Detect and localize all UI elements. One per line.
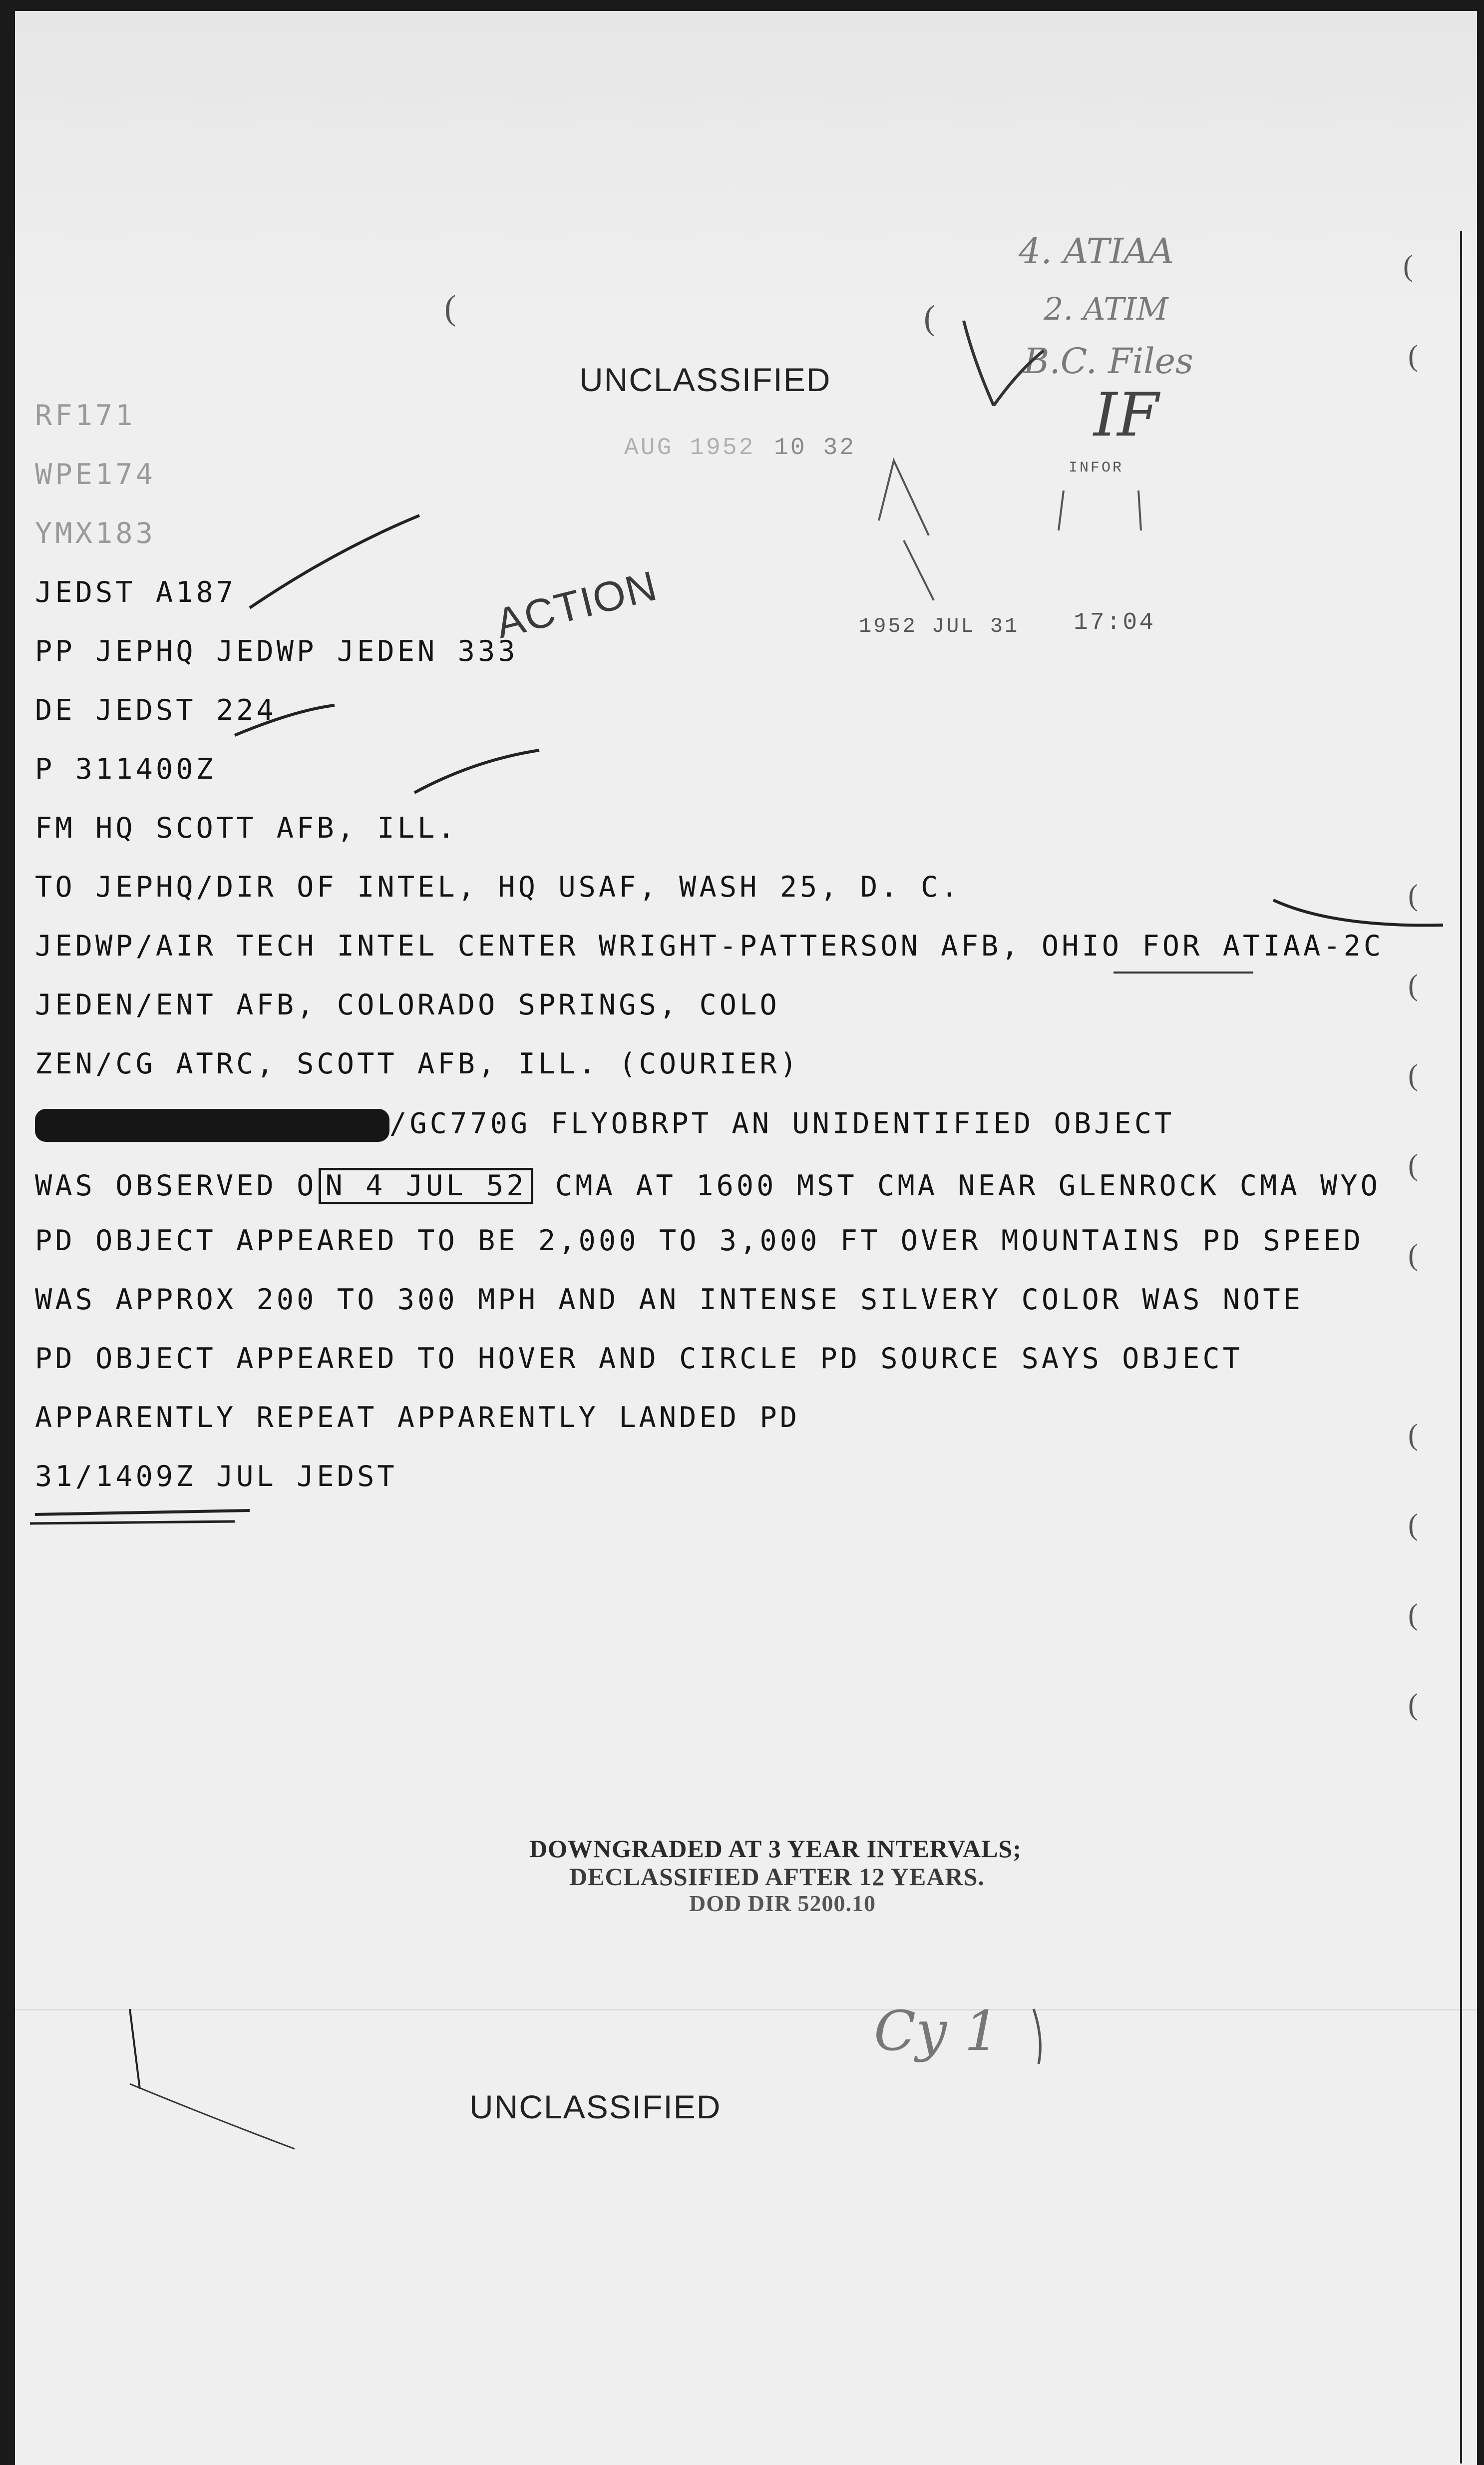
body-line: PD OBJECT APPEARED TO BE 2,000 TO 3,000 FT OVER MOUNTAINS PD SPEED <box>35 1224 1364 1257</box>
body-text: WAS OBSERVED O <box>35 1169 317 1202</box>
message-date-time-group: 31/1409Z JUL JEDST <box>35 1460 397 1493</box>
classification-top: UNCLASSIFIED <box>579 361 831 398</box>
date-stamp: 1952 JUL 31 <box>859 614 1020 638</box>
routing-line: DE JEDST 224 <box>35 694 277 727</box>
routing-line: RF171 <box>35 399 136 432</box>
time-stamp: 17:04 <box>1074 609 1156 636</box>
margin-punch-mark: ( <box>1408 1508 1418 1541</box>
downgrade-line: DOWNGRADED AT 3 YEAR INTERVALS; <box>529 1835 1022 1863</box>
routing-line: WPE174 <box>35 458 156 491</box>
corner-mark: ( <box>924 299 936 337</box>
margin-punch-mark: ( <box>1408 1058 1418 1091</box>
routing-line: YMX183 <box>35 517 156 550</box>
margin-punch-mark: ( <box>1408 1238 1418 1271</box>
handwritten-routing-note: IF <box>1094 381 1159 450</box>
received-stamp-right: 10 32 <box>774 435 856 462</box>
margin-punch-mark: ( <box>1408 1418 1418 1451</box>
body-text: /GC770G FLYOBRPT AN UNIDENTIFIED OBJECT <box>389 1107 1175 1140</box>
action-stamp: ACTION <box>491 561 662 647</box>
handwritten-routing-note: 4. ATIAA <box>1019 231 1174 272</box>
handwritten-routing-note: 2. ATIM <box>1044 291 1168 327</box>
address-line: TO JEPHQ/DIR OF INTEL, HQ USAF, WASH 25, D. C. <box>35 871 961 904</box>
handwritten-copy-number: Cy 1 <box>874 1999 1000 2063</box>
downgrade-line: DOD DIR 5200.10 <box>689 1891 876 1916</box>
margin-punch-mark: ( <box>1408 339 1418 372</box>
handwritten-routing-note: B.C. Files <box>1024 341 1193 382</box>
address-line: JEDEN/ENT AFB, COLORADO SPRINGS, COLO <box>35 988 780 1021</box>
routing-line: JEDST A187 <box>35 576 237 609</box>
margin-punch-mark: ( <box>1408 1688 1418 1721</box>
address-line: FM HQ SCOTT AFB, ILL. <box>35 812 458 845</box>
received-stamp-left: AUG 1952 <box>624 435 755 462</box>
routing-line: P 311400Z <box>35 753 216 786</box>
margin-punch-mark: ( <box>1408 1148 1418 1181</box>
margin-punch-mark: ( <box>1408 879 1418 912</box>
corner-mark: ( <box>444 289 456 327</box>
margin-punch-mark: ( <box>1408 969 1418 1001</box>
address-line: ZEN/CG ATRC, SCOTT AFB, ILL. (COURIER) <box>35 1047 800 1080</box>
routing-line: PP JEPHQ JEDWP JEDEN 333 <box>35 635 518 668</box>
teletype-message-page <box>15 11 1477 2465</box>
body-text: CMA AT 1600 MST CMA NEAR GLENROCK CMA WYO <box>535 1169 1381 1202</box>
address-line: JEDWP/AIR TECH INTEL CENTER WRIGHT-PATTERSON AFB, OHIO FOR ATIAA-2C <box>35 930 1384 963</box>
boxed-date: N 4 JUL 52 <box>319 1168 533 1204</box>
infor-stamp: INFOR <box>1069 460 1124 477</box>
margin-punch-mark: ( <box>1403 249 1413 282</box>
downgrade-line: DECLASSIFIED AFTER 12 YEARS. <box>569 1863 985 1891</box>
pen-strokes <box>15 11 1477 2465</box>
body-line: APPARENTLY REPEAT APPARENTLY LANDED PD <box>35 1401 800 1434</box>
body-line: WAS APPROX 200 TO 300 MPH AND AN INTENSE SILVERY COLOR WAS NOTE <box>35 1283 1303 1316</box>
margin-punch-mark: ( <box>1408 1598 1418 1631</box>
body-line: PD OBJECT APPEARED TO HOVER AND CIRCLE PD SOURCE SAYS OBJECT <box>35 1342 1243 1375</box>
classification-bottom: UNCLASSIFIED <box>469 2088 722 2125</box>
